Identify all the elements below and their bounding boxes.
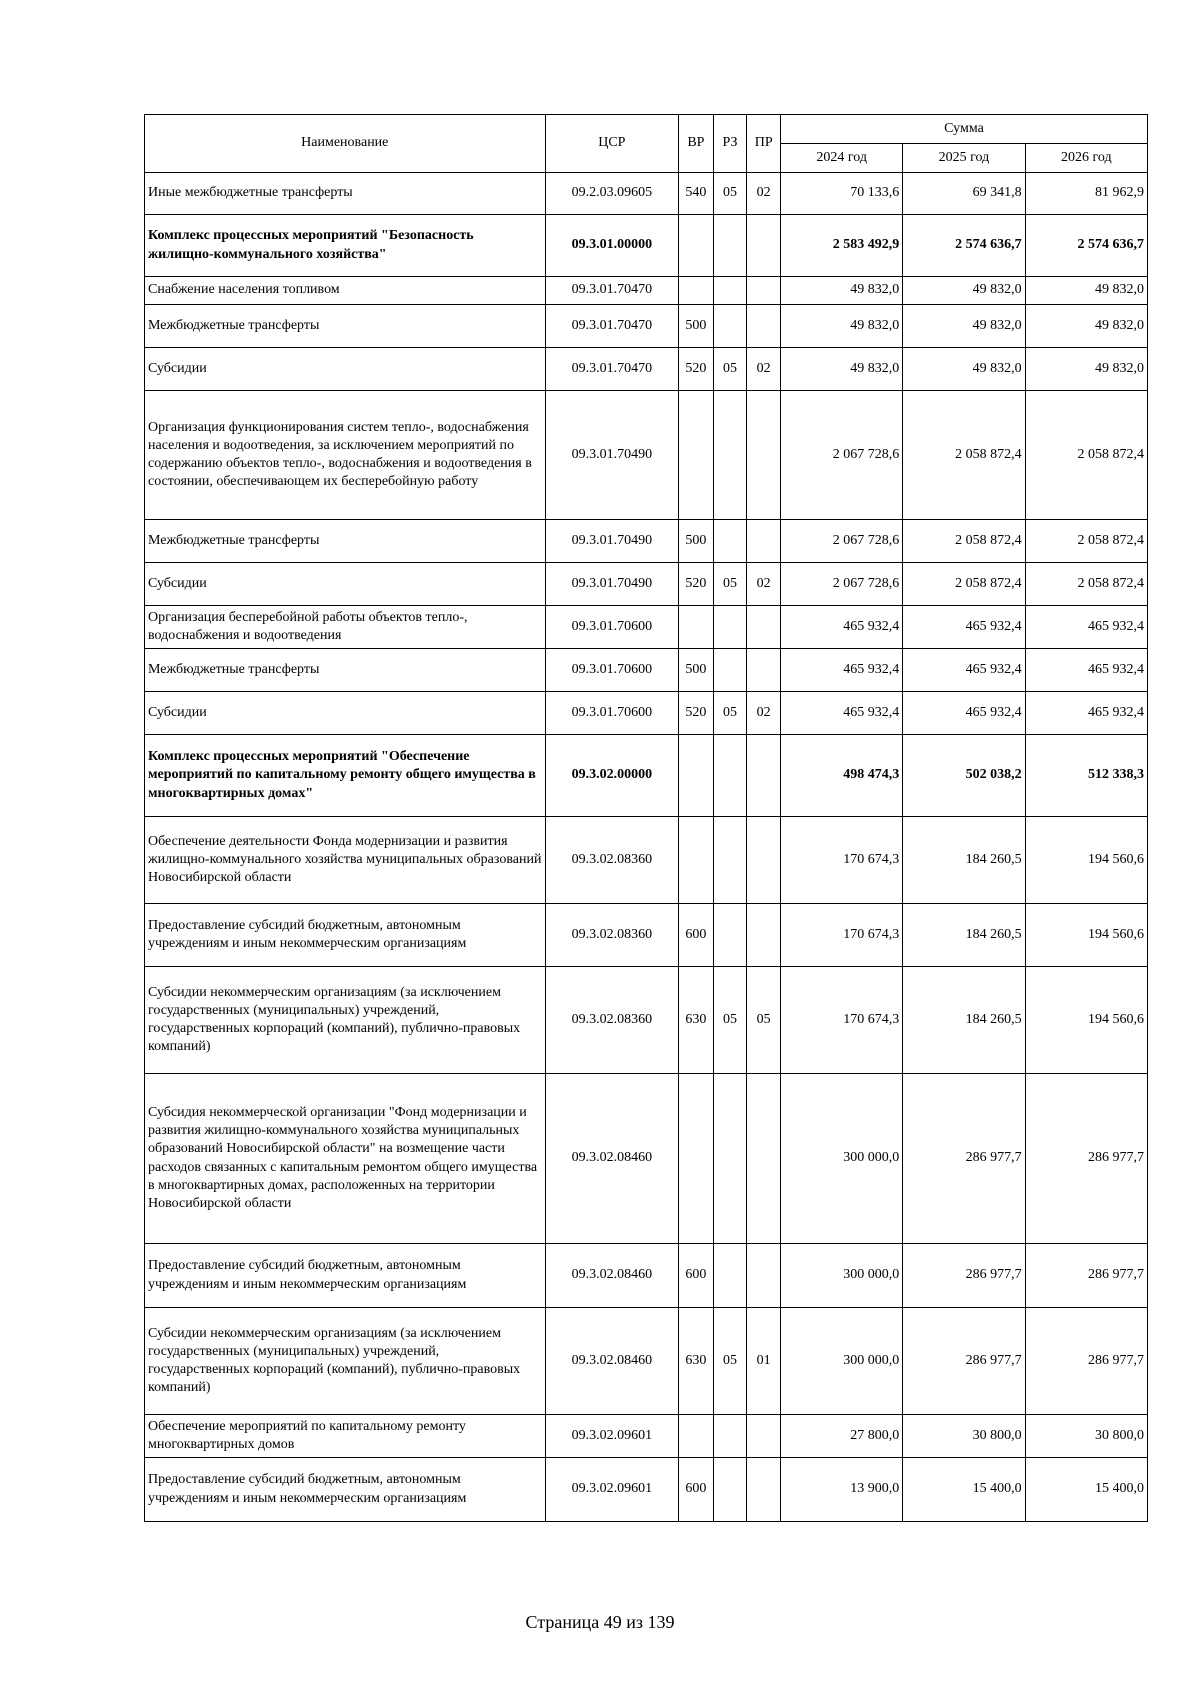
- cell-sum-2026: 2 574 636,7: [1025, 215, 1147, 277]
- cell-pr: [747, 1074, 781, 1244]
- cell-vr: 520: [679, 692, 714, 735]
- table-row: [145, 563, 1148, 606]
- table-row: [145, 277, 1148, 305]
- cell-sum-2024: 300 000,0: [780, 1308, 902, 1415]
- budget-table: [144, 114, 1148, 1522]
- cell-rz: [713, 215, 747, 277]
- cell-sum-2025: 15 400,0: [903, 1458, 1025, 1522]
- cell-pr: [747, 735, 781, 817]
- cell-name: Иные межбюджетные трансферты: [145, 173, 546, 215]
- table-row: [145, 606, 1148, 649]
- cell-pr: [747, 1415, 781, 1458]
- cell-csr: 09.3.01.00000: [545, 215, 679, 277]
- cell-sum-2024: 2 583 492,9: [780, 215, 902, 277]
- cell-name: Организация функционирования систем тепло-, водоснабжения населения и водоотведения, за исключением мероприятий по содержанию объектов тепло-, водоснабжения и водоотведения в состоянии, обеспечивающем их бесперебойную работу: [145, 391, 546, 520]
- cell-name: Обеспечение деятельности Фонда модернизации и развития жилищно-коммунального хозяйства муниципальных образований Новосибирской области: [145, 817, 546, 904]
- cell-vr: [679, 215, 714, 277]
- cell-sum-2026: 286 977,7: [1025, 1308, 1147, 1415]
- cell-pr: [747, 817, 781, 904]
- cell-name: Комплекс процессных мероприятий "Обеспечение мероприятий по капитальному ремонту общего имущества в многоквартирных домах": [145, 735, 546, 817]
- cell-pr: 02: [747, 173, 781, 215]
- header-sum: Сумма: [780, 115, 1147, 144]
- cell-sum-2026: 49 832,0: [1025, 277, 1147, 305]
- cell-vr: [679, 1415, 714, 1458]
- cell-rz: 05: [713, 692, 747, 735]
- cell-sum-2025: 69 341,8: [903, 173, 1025, 215]
- cell-sum-2024: 170 674,3: [780, 817, 902, 904]
- cell-vr: 600: [679, 1458, 714, 1522]
- cell-sum-2025: 184 260,5: [903, 967, 1025, 1074]
- cell-pr: 02: [747, 563, 781, 606]
- cell-sum-2025: 2 058 872,4: [903, 563, 1025, 606]
- cell-rz: [713, 520, 747, 563]
- cell-sum-2024: 465 932,4: [780, 692, 902, 735]
- header-rz: РЗ: [713, 115, 747, 173]
- cell-vr: 630: [679, 967, 714, 1074]
- cell-csr: 09.3.02.08360: [545, 817, 679, 904]
- cell-vr: [679, 1074, 714, 1244]
- cell-sum-2025: 286 977,7: [903, 1244, 1025, 1308]
- cell-name: Снабжение населения топливом: [145, 277, 546, 305]
- cell-csr: 09.3.01.70600: [545, 692, 679, 735]
- cell-pr: [747, 277, 781, 305]
- cell-name: Межбюджетные трансферты: [145, 520, 546, 563]
- cell-name: Межбюджетные трансферты: [145, 649, 546, 692]
- cell-pr: [747, 606, 781, 649]
- cell-vr: [679, 735, 714, 817]
- cell-vr: [679, 277, 714, 305]
- cell-csr: 09.3.02.09601: [545, 1415, 679, 1458]
- cell-name: Организация бесперебойной работы объектов тепло-, водоснабжения и водоотведения: [145, 606, 546, 649]
- cell-sum-2026: 512 338,3: [1025, 735, 1147, 817]
- cell-csr: 09.2.03.09605: [545, 173, 679, 215]
- cell-sum-2024: 170 674,3: [780, 967, 902, 1074]
- cell-pr: [747, 305, 781, 348]
- cell-rz: [713, 735, 747, 817]
- cell-sum-2026: 2 058 872,4: [1025, 391, 1147, 520]
- cell-sum-2024: 13 900,0: [780, 1458, 902, 1522]
- cell-pr: 02: [747, 348, 781, 391]
- cell-sum-2025: 2 058 872,4: [903, 520, 1025, 563]
- cell-csr: 09.3.01.70490: [545, 391, 679, 520]
- cell-sum-2026: 194 560,6: [1025, 904, 1147, 967]
- cell-sum-2026: 286 977,7: [1025, 1244, 1147, 1308]
- table-row: [145, 1458, 1148, 1522]
- cell-rz: [713, 391, 747, 520]
- cell-sum-2026: 465 932,4: [1025, 649, 1147, 692]
- cell-name: Межбюджетные трансферты: [145, 305, 546, 348]
- cell-vr: [679, 606, 714, 649]
- cell-sum-2024: 49 832,0: [780, 305, 902, 348]
- cell-sum-2026: 194 560,6: [1025, 817, 1147, 904]
- table-row: [145, 904, 1148, 967]
- cell-pr: 05: [747, 967, 781, 1074]
- cell-rz: [713, 649, 747, 692]
- header-year-2024: 2024 год: [780, 144, 902, 173]
- cell-csr: 09.3.01.70490: [545, 563, 679, 606]
- cell-sum-2025: 286 977,7: [903, 1308, 1025, 1415]
- cell-name: Субсидии: [145, 692, 546, 735]
- cell-sum-2025: 465 932,4: [903, 606, 1025, 649]
- cell-csr: 09.3.02.08460: [545, 1308, 679, 1415]
- cell-name: Субсидия некоммерческой организации "Фонд модернизации и развития жилищно-коммунального хозяйства муниципальных образований Новосибирской области" на возмещение части расходов связанных с капитальным ремонтом общего имущества в многоквартирных домах, расположенных на территории Новосибирской области: [145, 1074, 546, 1244]
- cell-sum-2026: 194 560,6: [1025, 967, 1147, 1074]
- cell-rz: [713, 606, 747, 649]
- cell-sum-2024: 2 067 728,6: [780, 391, 902, 520]
- page-number: Страница 49 из 139: [525, 1612, 675, 1632]
- cell-sum-2025: 49 832,0: [903, 348, 1025, 391]
- cell-vr: [679, 817, 714, 904]
- cell-sum-2026: 286 977,7: [1025, 1074, 1147, 1244]
- cell-rz: [713, 277, 747, 305]
- cell-vr: 520: [679, 563, 714, 606]
- cell-vr: 500: [679, 649, 714, 692]
- cell-vr: 600: [679, 1244, 714, 1308]
- cell-pr: [747, 904, 781, 967]
- cell-sum-2026: 465 932,4: [1025, 606, 1147, 649]
- cell-rz: 05: [713, 1308, 747, 1415]
- cell-rz: 05: [713, 348, 747, 391]
- cell-sum-2025: 184 260,5: [903, 904, 1025, 967]
- table-row: [145, 391, 1148, 520]
- cell-vr: 600: [679, 904, 714, 967]
- header-csr: ЦСР: [545, 115, 679, 173]
- table-row: [145, 1074, 1148, 1244]
- cell-pr: [747, 215, 781, 277]
- cell-rz: [713, 1458, 747, 1522]
- cell-csr: 09.3.02.08460: [545, 1244, 679, 1308]
- cell-name: Предоставление субсидий бюджетным, автономным учреждениям и иным некоммерческим организациям: [145, 1244, 546, 1308]
- cell-sum-2024: 300 000,0: [780, 1244, 902, 1308]
- cell-sum-2024: 465 932,4: [780, 606, 902, 649]
- cell-vr: 500: [679, 305, 714, 348]
- cell-sum-2025: 502 038,2: [903, 735, 1025, 817]
- table-row: [145, 215, 1148, 277]
- table-row: [145, 348, 1148, 391]
- cell-sum-2024: 465 932,4: [780, 649, 902, 692]
- cell-pr: 01: [747, 1308, 781, 1415]
- table-row: [145, 1415, 1148, 1458]
- cell-sum-2026: 2 058 872,4: [1025, 563, 1147, 606]
- cell-sum-2026: 2 058 872,4: [1025, 520, 1147, 563]
- cell-sum-2024: 300 000,0: [780, 1074, 902, 1244]
- cell-sum-2025: 2 574 636,7: [903, 215, 1025, 277]
- cell-csr: 09.3.01.70600: [545, 649, 679, 692]
- cell-vr: [679, 391, 714, 520]
- table-row: [145, 967, 1148, 1074]
- cell-pr: [747, 1244, 781, 1308]
- cell-rz: [713, 1074, 747, 1244]
- cell-csr: 09.3.02.08360: [545, 904, 679, 967]
- cell-rz: [713, 1415, 747, 1458]
- header-name: Наименование: [145, 115, 546, 173]
- cell-sum-2024: 498 474,3: [780, 735, 902, 817]
- cell-sum-2025: 49 832,0: [903, 305, 1025, 348]
- cell-vr: 500: [679, 520, 714, 563]
- cell-vr: 520: [679, 348, 714, 391]
- table-row: [145, 817, 1148, 904]
- cell-csr: 09.3.01.70470: [545, 277, 679, 305]
- cell-sum-2024: 70 133,6: [780, 173, 902, 215]
- cell-sum-2025: 30 800,0: [903, 1415, 1025, 1458]
- cell-pr: [747, 391, 781, 520]
- table-row: [145, 649, 1148, 692]
- header-year-2026: 2026 год: [1025, 144, 1147, 173]
- cell-sum-2026: 465 932,4: [1025, 692, 1147, 735]
- cell-sum-2025: 49 832,0: [903, 277, 1025, 305]
- cell-rz: 05: [713, 967, 747, 1074]
- cell-sum-2025: 465 932,4: [903, 649, 1025, 692]
- cell-name: Предоставление субсидий бюджетным, автономным учреждениям и иным некоммерческим организациям: [145, 1458, 546, 1522]
- table-row: [145, 1244, 1148, 1308]
- cell-sum-2025: 286 977,7: [903, 1074, 1025, 1244]
- cell-sum-2026: 30 800,0: [1025, 1415, 1147, 1458]
- cell-rz: [713, 904, 747, 967]
- cell-sum-2025: 465 932,4: [903, 692, 1025, 735]
- cell-csr: 09.3.02.08460: [545, 1074, 679, 1244]
- cell-sum-2025: 2 058 872,4: [903, 391, 1025, 520]
- cell-csr: 09.3.02.09601: [545, 1458, 679, 1522]
- table-row: [145, 692, 1148, 735]
- header-pr: ПР: [747, 115, 781, 173]
- table-header-row: [145, 115, 1148, 144]
- cell-csr: 09.3.01.70490: [545, 520, 679, 563]
- cell-name: Субсидии некоммерческим организациям (за исключением государственных (муниципальных) учреждений, государственных корпораций (компаний), публично-правовых компаний): [145, 967, 546, 1074]
- table-row: [145, 305, 1148, 348]
- cell-rz: 05: [713, 563, 747, 606]
- cell-csr: 09.3.01.70470: [545, 305, 679, 348]
- cell-pr: [747, 649, 781, 692]
- cell-sum-2024: 2 067 728,6: [780, 563, 902, 606]
- cell-pr: [747, 520, 781, 563]
- header-year-2025: 2025 год: [903, 144, 1025, 173]
- cell-rz: 05: [713, 173, 747, 215]
- cell-rz: [713, 817, 747, 904]
- cell-name: Субсидии некоммерческим организациям (за исключением государственных (муниципальных) учреждений, государственных корпораций (компаний), публично-правовых компаний): [145, 1308, 546, 1415]
- cell-sum-2026: 49 832,0: [1025, 348, 1147, 391]
- cell-rz: [713, 1244, 747, 1308]
- cell-sum-2026: 49 832,0: [1025, 305, 1147, 348]
- cell-name: Предоставление субсидий бюджетным, автономным учреждениям и иным некоммерческим организациям: [145, 904, 546, 967]
- cell-name: Субсидии: [145, 348, 546, 391]
- cell-sum-2024: 170 674,3: [780, 904, 902, 967]
- table-row: [145, 735, 1148, 817]
- cell-name: Обеспечение мероприятий по капитальному ремонту многоквартирных домов: [145, 1415, 546, 1458]
- cell-sum-2025: 184 260,5: [903, 817, 1025, 904]
- cell-sum-2024: 2 067 728,6: [780, 520, 902, 563]
- cell-rz: [713, 305, 747, 348]
- cell-pr: 02: [747, 692, 781, 735]
- table-row: [145, 1308, 1148, 1415]
- cell-sum-2026: 15 400,0: [1025, 1458, 1147, 1522]
- cell-csr: 09.3.01.70600: [545, 606, 679, 649]
- cell-csr: 09.3.01.70470: [545, 348, 679, 391]
- cell-sum-2024: 49 832,0: [780, 348, 902, 391]
- table-row: [145, 173, 1148, 215]
- cell-csr: 09.3.02.08360: [545, 967, 679, 1074]
- cell-vr: 630: [679, 1308, 714, 1415]
- cell-name: Субсидии: [145, 563, 546, 606]
- cell-csr: 09.3.02.00000: [545, 735, 679, 817]
- table-row: [145, 520, 1148, 563]
- cell-sum-2024: 27 800,0: [780, 1415, 902, 1458]
- table-body: [145, 173, 1148, 1522]
- cell-pr: [747, 1458, 781, 1522]
- cell-vr: 540: [679, 173, 714, 215]
- cell-sum-2024: 49 832,0: [780, 277, 902, 305]
- cell-name: Комплекс процессных мероприятий "Безопасность жилищно-коммунального хозяйства": [145, 215, 546, 277]
- cell-sum-2026: 81 962,9: [1025, 173, 1147, 215]
- header-vr: ВР: [679, 115, 714, 173]
